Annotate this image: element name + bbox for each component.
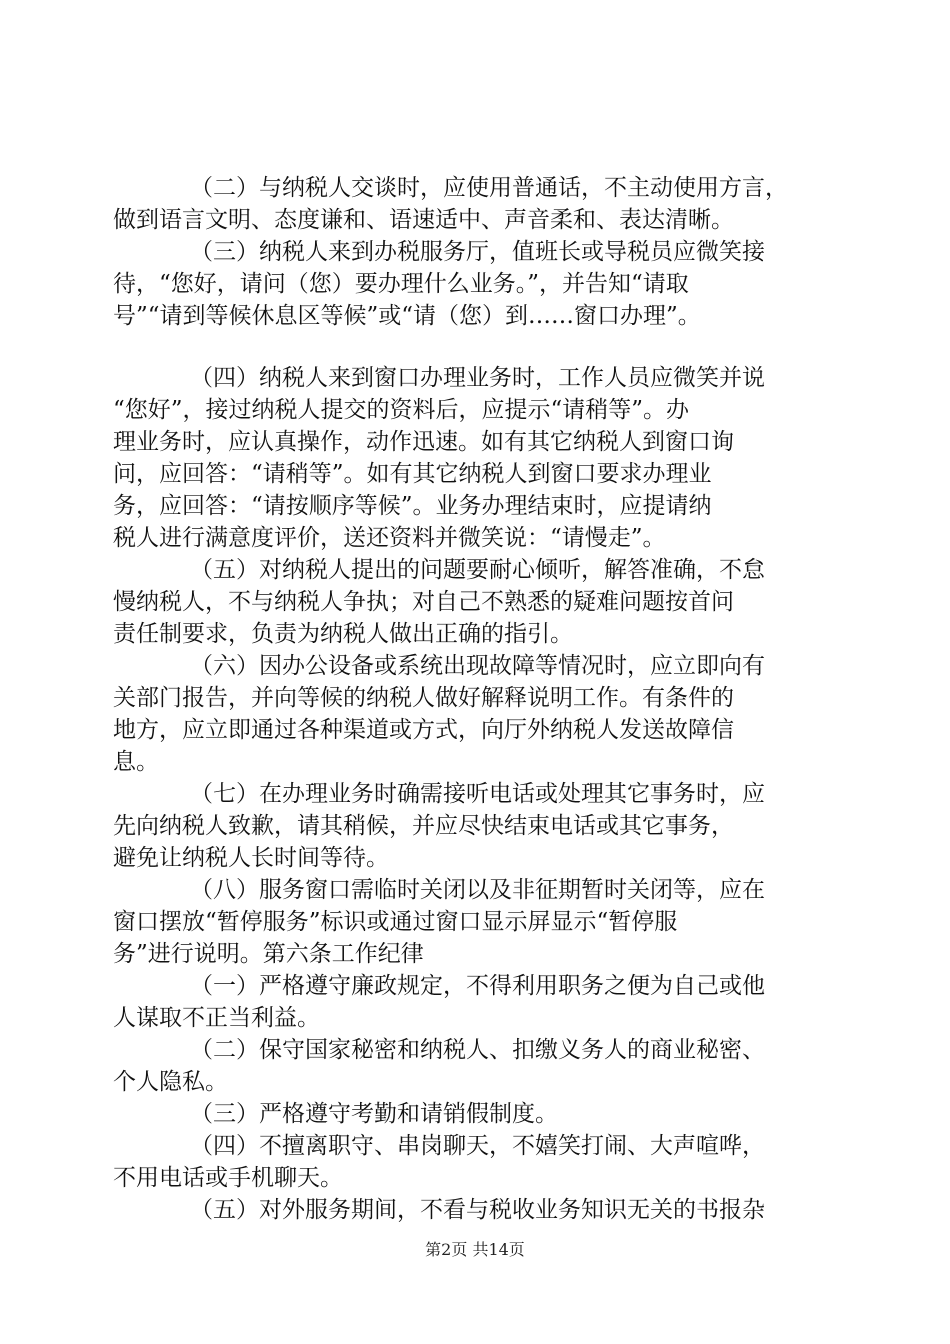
paragraph-line: （四）纳税人来到窗口办理业务时，工作人员应微笑并说 (190, 365, 765, 391)
paragraph-line: 避免让纳税人长时间等待。 (113, 845, 389, 871)
paragraph-line: （六）因办公设备或系统出现故障等情况时，应立即向有 (190, 653, 765, 679)
paragraph-line: 待，“您好，请问（您）要办理什么业务。”，并告知“请取 (113, 271, 689, 297)
paragraph-line: 不用电话或手机聊天。 (113, 1165, 343, 1191)
paragraph-line: （七）在办理业务时确需接听电话或处理其它事务时，应 (190, 781, 765, 807)
paragraph-line: 税人进行满意度评价，送还资料并微笑说：“请慢走”。 (113, 525, 666, 551)
paragraph-line: 地方，应立即通过各种渠道或方式，向厅外纳税人发送故障信 (113, 717, 734, 743)
paragraph-line: （三）严格遵守考勤和请销假制度。 (190, 1101, 558, 1127)
paragraph-line: 个人隐私。 (113, 1069, 228, 1095)
paragraph-line: （五）对外服务期间，不看与税收业务知识无关的书报杂 (190, 1197, 765, 1223)
paragraph-line: 问，应回答：“请稍等”。如有其它纳税人到窗口要求办理业 (113, 461, 712, 487)
paragraph-line: 号”“请到等候休息区等候”或“请（您）到……窗口办理”。 (113, 303, 701, 329)
paragraph-line: （四）不擅离职守、串岗聊天，不嬉笑打闹、大声喧哗， (190, 1133, 765, 1159)
paragraph-line: （一）严格遵守廉政规定，不得利用职务之便为自己或他 (190, 973, 765, 999)
paragraph-line: 人谋取不正当利益。 (113, 1005, 320, 1031)
paragraph-line: 务”进行说明。第六条工作纪律 (113, 941, 424, 967)
page-number-footer: 第2页 共14页 (425, 1240, 525, 1259)
paragraph-line: 息。 (113, 749, 159, 775)
paragraph-line: （三）纳税人来到办税服务厅，值班长或导税员应微笑接 (190, 239, 765, 265)
paragraph-line: 慢纳税人，不与纳税人争执；对自己不熟悉的疑难问题按首问 (113, 589, 734, 615)
paragraph-line: （五）对纳税人提出的问题要耐心倾听，解答准确，不怠 (190, 557, 765, 583)
paragraph-line: 窗口摆放“暂停服务”标识或通过窗口显示屏显示“暂停服 (113, 909, 678, 935)
paragraph-line: 理业务时，应认真操作，动作迅速。如有其它纳税人到窗口询 (113, 429, 734, 455)
paragraph-line: 做到语言文明、态度谦和、语速适中、声音柔和、表达清晰。 (113, 207, 734, 233)
paragraph-line: （八）服务窗口需临时关闭以及非征期暂时关闭等，应在 (190, 877, 765, 903)
paragraph-line: （二）保守国家秘密和纳税人、扣缴义务人的商业秘密、 (190, 1037, 765, 1063)
paragraph-line: 关部门报告，并向等候的纳税人做好解释说明工作。有条件的 (113, 685, 734, 711)
paragraph-line: 责任制要求，负责为纳税人做出正确的指引。 (113, 621, 573, 647)
paragraph-line: （二）与纳税人交谈时，应使用普通话，不主动使用方言， (190, 175, 788, 201)
paragraph-line: 先向纳税人致歉，请其稍候，并应尽快结束电话或其它事务， (113, 813, 734, 839)
paragraph-line: “您好”，接过纳税人提交的资料后，应提示“请稍等”。办 (113, 397, 690, 423)
paragraph-line: 务，应回答：“请按顺序等候”。业务办理结束时，应提请纳 (113, 493, 712, 519)
